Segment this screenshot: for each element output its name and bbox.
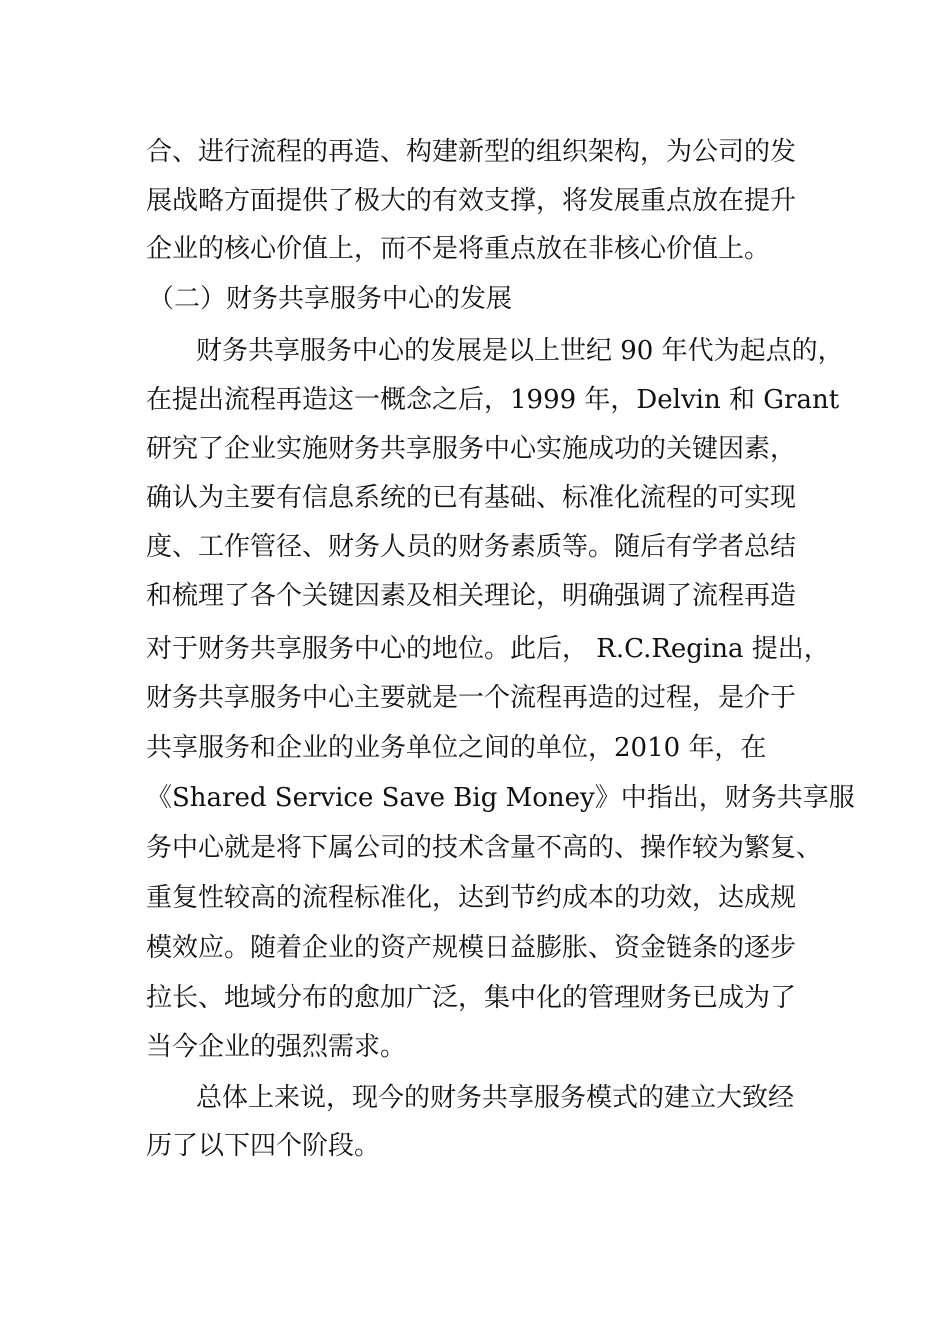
paragraph-line: 在提出流程再造这一概念之后，1999 年，Delvin 和 Grant	[146, 385, 840, 415]
paragraph-line: 确认为主要有信息系统的已有基础、标准化流程的可实现	[146, 483, 797, 513]
paragraph-line: 企业的核心价值上，而不是将重点放在非核心价值上。	[146, 234, 771, 264]
paragraph-line: 度、工作管径、财务人员的财务素质等。随后有学者总结	[146, 532, 797, 562]
paragraph-line: 历了以下四个阶段。	[146, 1131, 381, 1161]
paragraph-line: 总体上来说，现今的财务共享服务模式的建立大致经	[196, 1083, 795, 1113]
paragraph-line: 和梳理了各个关键因素及相关理论，明确强调了流程再造	[146, 581, 797, 611]
paragraph-line: 《Shared Service Save Big Money》中指出，财务共享服	[146, 783, 855, 813]
paragraph-line: 务中心就是将下属公司的技术含量不高的、操作较为繁复、	[146, 833, 823, 863]
paragraph-line: 研究了企业实施财务共享服务中心实施成功的关键因素，	[146, 434, 797, 464]
paragraph-line: 共享服务和企业的业务单位之间的单位，2010 年，在	[146, 733, 767, 763]
paragraph-line: 财务共享服务中心主要就是一个流程再造的过程，是介于	[146, 683, 797, 713]
paragraph-line: 展战略方面提供了极大的有效支撑，将发展重点放在提升	[146, 186, 797, 216]
paragraph-line: 拉长、地域分布的愈加广泛，集中化的管理财务已成为了	[146, 983, 797, 1013]
section-heading: （二）财务共享服务中心的发展	[148, 284, 513, 314]
paragraph-line: 财务共享服务中心的发展是以上世纪 90 年代为起点的，	[196, 336, 844, 366]
paragraph-line: 模效应。随着企业的资产规模日益膨胀、资金链条的逐步	[146, 933, 797, 963]
paragraph-line: 重复性较高的流程标准化，达到节约成本的功效，达成规	[146, 883, 797, 913]
paragraph-line: 当今企业的强烈需求。	[146, 1032, 407, 1062]
paragraph-line: 合、进行流程的再造、构建新型的组织架构，为公司的发	[146, 137, 797, 167]
paragraph-line: 对于财务共享服务中心的地位。此后， R.C.Regina 提出，	[146, 634, 830, 664]
